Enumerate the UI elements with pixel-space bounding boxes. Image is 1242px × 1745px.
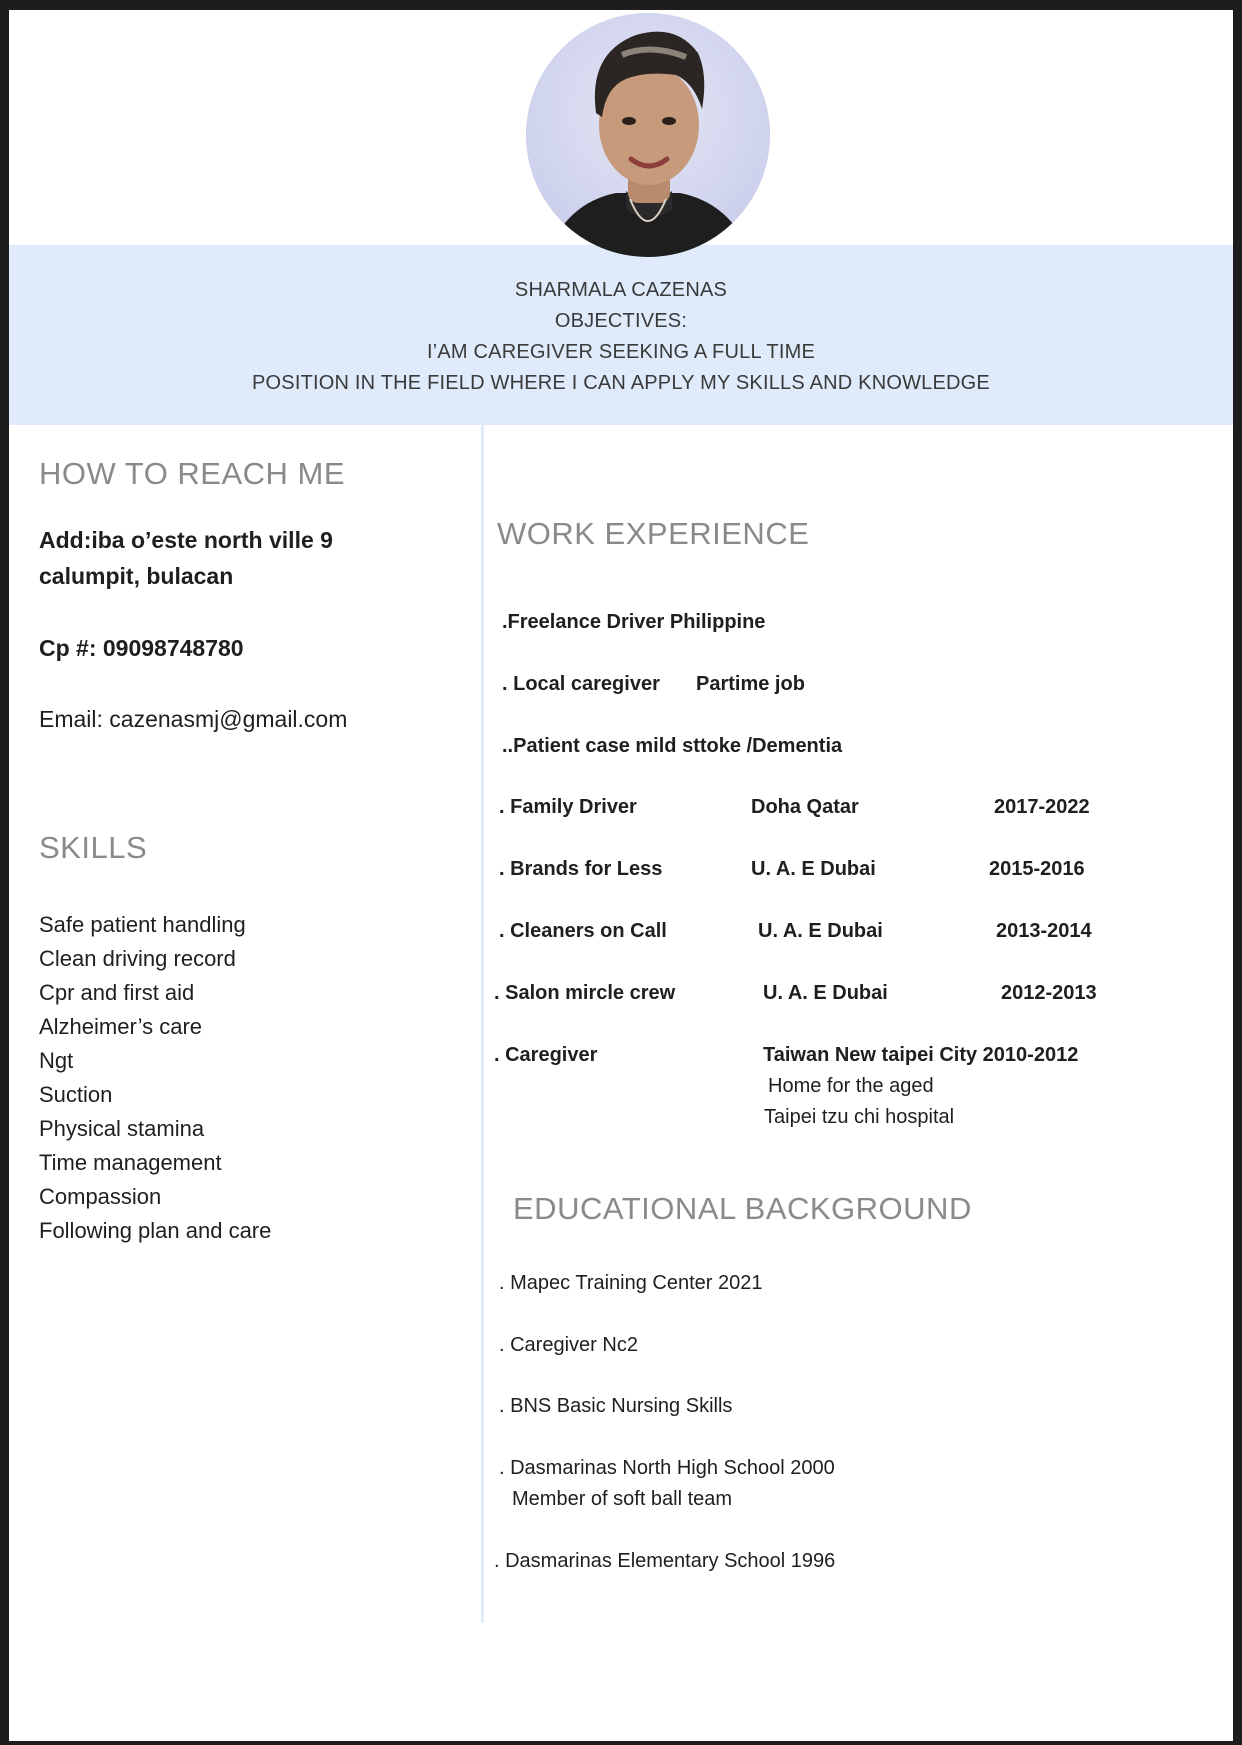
- skills-list: [39, 908, 271, 1248]
- education-item-detail: Member of soft ball team: [512, 1488, 733, 1510]
- work-entry-role: . Salon mircle crew: [494, 982, 676, 1004]
- objective-line-1: I’AM CAREGIVER SEEKING A FULL TIME: [426, 341, 815, 363]
- work-entry-years: 2017-2022: [994, 796, 1090, 818]
- skill-item: Ngt: [39, 1048, 74, 1073]
- work-entry-place: U. A. E Dubai: [763, 982, 888, 1004]
- address-line-2: calumpit, bulacan: [39, 563, 234, 589]
- work-heading: WORK EXPERIENCE: [497, 516, 810, 551]
- address: [39, 522, 333, 594]
- education-heading: EDUCATIONAL BACKGROUND: [513, 1191, 972, 1226]
- skill-item: Time management: [39, 1150, 222, 1175]
- work-entry-years: 2012-2013: [1001, 982, 1097, 1004]
- skill-item: Suction: [39, 1082, 113, 1107]
- contact-heading: HOW TO REACH ME: [39, 456, 346, 491]
- work-entry-place: U. A. E Dubai: [758, 920, 883, 942]
- skill-item: Following plan and care: [39, 1218, 272, 1243]
- profile-photo: [526, 13, 770, 257]
- work-entry-detail: Taipei tzu chi hospital: [764, 1106, 955, 1128]
- work-entry-role: . Local caregiver: [502, 673, 660, 695]
- education-item: . BNS Basic Nursing Skills: [499, 1395, 733, 1417]
- work-entry-role: . Family Driver: [499, 796, 637, 818]
- work-entry-extra: Partime job: [696, 673, 805, 695]
- work-entry-years: 2015-2016: [989, 858, 1085, 880]
- address-line-1: Add:iba o’este north ville 9: [39, 527, 333, 553]
- resume-page: [9, 10, 1233, 1741]
- work-entry-years: 2013-2014: [996, 920, 1092, 942]
- work-entry-place: U. A. E Dubai: [751, 858, 876, 880]
- skill-item: Cpr and first aid: [39, 980, 195, 1005]
- email-address: Email: cazenasmj@gmail.com: [39, 706, 348, 732]
- work-entry-role: ..Patient case mild sttoke /Dementia: [502, 735, 843, 757]
- work-entry-place: Doha Qatar: [751, 796, 859, 818]
- candidate-name: SHARMALA CAZENAS: [514, 279, 728, 301]
- skills-heading: SKILLS: [39, 830, 148, 865]
- work-entry-detail: Home for the aged: [768, 1075, 934, 1097]
- portrait-image: [526, 13, 770, 257]
- work-entry-role: .Freelance Driver Philippine: [502, 611, 766, 633]
- banner-text: [9, 275, 1233, 399]
- skill-item: Alzheimer’s care: [39, 1014, 203, 1039]
- skill-item: Compassion: [39, 1184, 162, 1209]
- objective-line-2: POSITION IN THE FIELD WHERE I CAN APPLY MY SKILLS AND KNOWLEDGE: [252, 372, 990, 394]
- skill-item: Clean driving record: [39, 946, 236, 971]
- work-entry-place: Taiwan New taipei City 2010-2012: [763, 1044, 1079, 1066]
- column-divider: [481, 425, 484, 1623]
- work-entry-role: . Brands for Less: [499, 858, 663, 880]
- objectives-label: OBJECTIVES:: [554, 310, 688, 332]
- education-item: . Mapec Training Center 2021: [499, 1272, 763, 1294]
- skill-item: Physical stamina: [39, 1116, 205, 1141]
- phone-number: Cp #: 09098748780: [39, 635, 244, 661]
- work-entry-role: . Caregiver: [494, 1044, 598, 1066]
- education-item: . Dasmarinas North High School 2000: [499, 1457, 835, 1479]
- skill-item: Safe patient handling: [39, 912, 246, 937]
- work-entry-role: . Cleaners on Call: [499, 920, 667, 942]
- education-item: . Caregiver Nc2: [499, 1334, 638, 1356]
- education-item: . Dasmarinas Elementary School 1996: [494, 1550, 836, 1572]
